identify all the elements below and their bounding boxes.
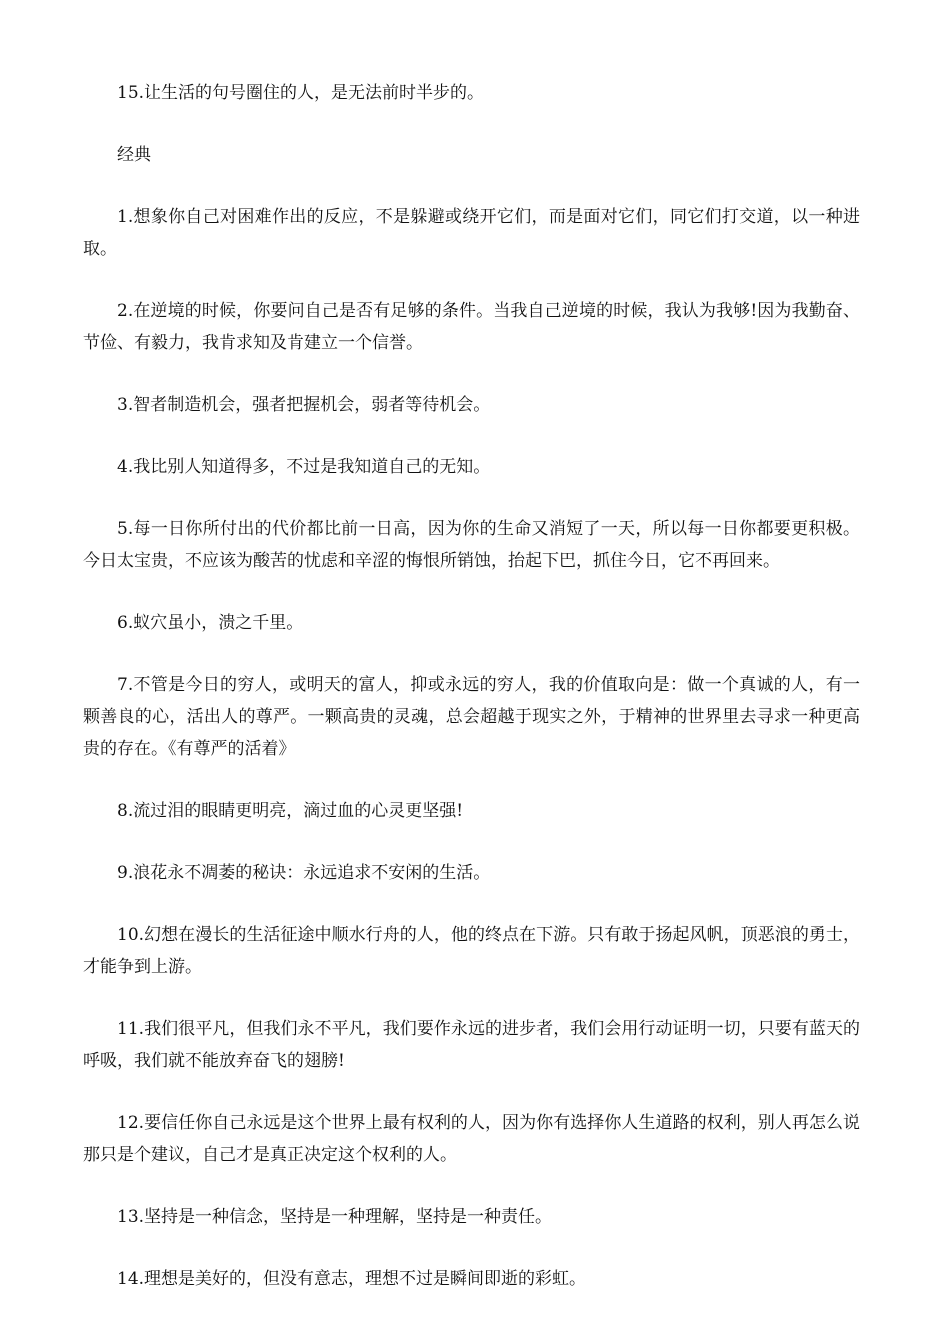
quote-7-paragraph: 7.不管是今日的穷人，或明天的富人，抑或永远的穷人，我的价值取向是：做一个真诚的人，有一颗善良的心，活出人的尊严。一颗高贵的灵魂，总会超越于现实之外，于精神的世界里去寻求一种更高贵的存在。《有尊严的活着》 bbox=[83, 675, 860, 759]
section-heading-classic: 经典 bbox=[117, 145, 151, 165]
quote-4-paragraph: 4.我比别人知道得多，不过是我知道自己的无知。 bbox=[117, 457, 491, 477]
quote-9-paragraph: 9.浪花永不凋萎的秘诀：永远追求不安闲的生活。 bbox=[117, 863, 491, 883]
quote-14-paragraph: 14.理想是美好的，但没有意志，理想不过是瞬间即逝的彩虹。 bbox=[117, 1269, 587, 1289]
quote-10-paragraph: 10.幻想在漫长的生活征途中顺水行舟的人，他的终点在下游。只有敢于扬起风帆，顶恶浪的勇士，才能争到上游。 bbox=[83, 925, 860, 977]
quote-12-paragraph: 12.要信任你自己永远是这个世界上最有权利的人，因为你有选择你人生道路的权利，别人再怎么说那只是个建议，自己才是真正决定这个权利的人。 bbox=[83, 1113, 860, 1165]
quote-13-paragraph: 13.坚持是一种信念，坚持是一种理解，坚持是一种责任。 bbox=[117, 1207, 553, 1227]
quote-11-paragraph: 11.我们很平凡，但我们永不平凡，我们要作永远的进步者，我们会用行动证明一切，只要有蓝天的呼吸，我们就不能放弃奋飞的翅膀! bbox=[83, 1019, 860, 1071]
quote-8-paragraph: 8.流过泪的眼睛更明亮，滴过血的心灵更坚强! bbox=[117, 801, 464, 821]
quote-1-paragraph: 1.想象你自己对困难作出的反应，不是躲避或绕开它们，而是面对它们，同它们打交道，以一种进取。 bbox=[83, 207, 860, 259]
quote-3-paragraph: 3.智者制造机会，强者把握机会，弱者等待机会。 bbox=[117, 395, 491, 415]
quote-2-paragraph: 2.在逆境的时候，你要问自己是否有足够的条件。当我自己逆境的时候，我认为我够!因为我勤奋、节俭、有毅力，我肯求知及肯建立一个信誉。 bbox=[83, 301, 860, 353]
quote-15-paragraph: 15.让生活的句号圈住的人，是无法前时半步的。 bbox=[117, 83, 485, 103]
quote-6-paragraph: 6.蚁穴虽小，溃之千里。 bbox=[117, 613, 304, 633]
quote-5-paragraph: 5.每一日你所付出的代价都比前一日高，因为你的生命又消短了一天，所以每一日你都要更积极。今日太宝贵，不应该为酸苦的忧虑和辛涩的悔恨所销蚀，抬起下巴，抓住今日，它不再回来。 bbox=[83, 519, 860, 571]
